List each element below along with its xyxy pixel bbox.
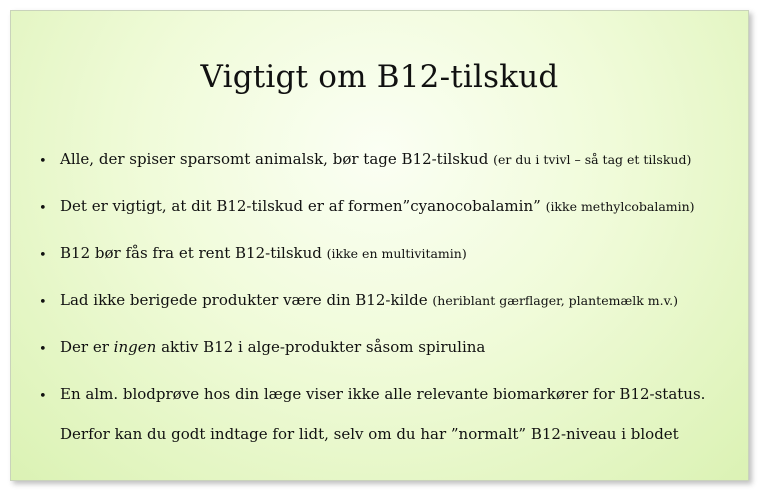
bullet-item xyxy=(39,244,738,291)
bullet-dot-icon: • xyxy=(39,295,47,310)
bullet-note: (ikke en multivitamin) xyxy=(326,246,467,261)
bullet-item xyxy=(39,150,738,197)
bullet-text: En alm. blodprøve hos din læge viser ikke alle relevante biomarkører for B12-status. xyxy=(60,385,706,403)
bullet-text-before: Der er xyxy=(60,338,109,356)
bullet-dot-icon: • xyxy=(39,342,47,357)
bullet-dot-icon: • xyxy=(39,154,47,169)
bullet-note: (er du i tvivl – så tag et tilskud) xyxy=(493,152,692,167)
bullet-text-after: aktiv B12 i alge-produkter såsom spirulina xyxy=(161,338,486,356)
bullet-note: (heriblant gærflager, plantemælk m.v.) xyxy=(432,293,678,308)
bullet-item xyxy=(39,197,738,244)
bullet-text: B12 bør fås fra et rent B12-tilskud xyxy=(60,244,322,262)
bullet-continuation xyxy=(39,425,738,443)
bullet-item xyxy=(39,338,738,385)
bullet-text: Lad ikke berigede produkter være din B12-kilde xyxy=(60,291,428,309)
bullet-text: Det er vigtigt, at dit B12-tilskud er af formen”cyanocobalamin” xyxy=(60,197,541,215)
bullet-dot-icon: • xyxy=(39,248,47,263)
bullet-note: (ikke methylcobalamin) xyxy=(545,199,695,214)
slide xyxy=(10,10,749,481)
bullet-item xyxy=(39,291,738,338)
bullet-continuation-text: Derfor kan du godt indtage for lidt, selv om du har ”normalt” B12-niveau i blodet xyxy=(60,425,679,443)
bullet-text: Alle, der spiser sparsomt animalsk, bør tage B12-tilskud xyxy=(60,150,489,168)
bullet-dot-icon: • xyxy=(39,201,47,216)
bullet-list xyxy=(39,150,738,443)
slide-title: Vigtigt om B12-tilskud xyxy=(200,59,559,95)
bullet-dot-icon: • xyxy=(39,389,47,404)
bullet-emphasis: ingen xyxy=(113,338,157,356)
